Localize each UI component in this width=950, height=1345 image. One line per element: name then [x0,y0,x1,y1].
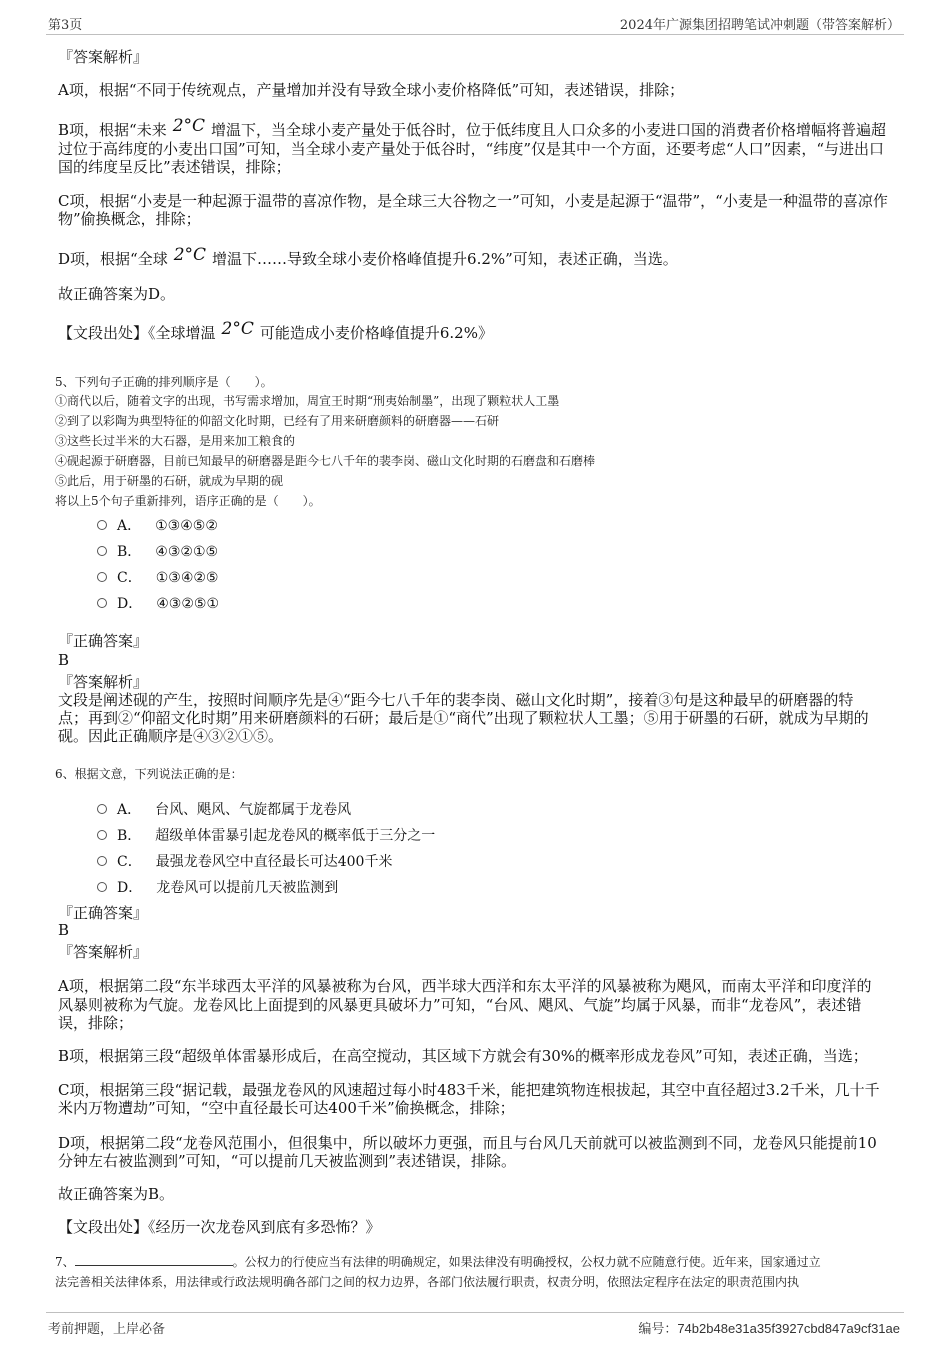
radio-button[interactable] [97,546,107,556]
answer-blank[interactable] [75,1253,233,1266]
question-7-line2: 法完善相关法律体系，用法律或行政法规明确各部门之间的权力边界，各部门依法履行职责，权责分明，依照法定程序在法定的职责范围内执 [55,1275,800,1289]
question-5-prompt: 将以上5个句子重新排列，语序正确的是（ ）。 [55,494,321,508]
correct-answer-heading: 『正确答案』 [58,632,149,650]
sentence-2: ②到了以彩陶为典型特征的仰韶文化时期，已经有了用来研磨颜料的研磨器——石研 [55,414,500,428]
temperature-formula: 2°C [221,319,254,339]
analysis-a-line2: 风暴则被称为气旋。龙卷风比上面提到的风暴更具破坏力”可知，“台风、飓风、气旋”均属于风暴，而非“龙卷风”，表述错 [58,996,862,1014]
conclusion: 故正确答案为B。 [58,1185,175,1203]
option-b[interactable]: B． 超级单体雷暴引起龙卷风的概率低于三分之一 [97,825,435,845]
footer-slogan: 考前押题，上岸必备 [48,1322,166,1337]
option-d[interactable]: D． 龙卷风可以提前几天被监测到 [97,877,338,897]
source-citation: 【文段出处】《经历一次龙卷风到底有多恐怖？》 [58,1218,381,1236]
analysis-a-line1: A项，根据第二段“东半球西太平洋的风暴被称为台风，西半球大西洋和东太平洋的风暴被称为飓风，而南太平洋和印度洋的 [58,977,872,995]
analysis-d: D项，根据“全球 2°C 增温下……导致全球小麦价格峰值提升6.2%”可知，表述正确，当选。 [58,245,678,268]
analysis-b-line2: 过位于高纬度的小麦出口国”可知，当全球小麦产量处于低谷时，“纬度”仅是其中一个方面，还要考虑“人口”因素，“与进出口 [58,140,885,158]
option-b[interactable]: B． ④③②①⑤ [97,541,218,561]
option-c[interactable]: C． 最强龙卷风空中直径最长可达400千米 [97,851,392,871]
radio-button[interactable] [97,882,107,892]
sentence-4: ④砚起源于研磨器，目前已知最早的研磨器是距今七八千年的裴李岗、磁山文化时期的石磨盘和石磨棒 [55,454,596,468]
analysis-heading: 『答案解析』 [58,943,149,961]
sentence-1: ①商代以后，随着文字的出现，书写需求增加，周宣王时期“刑夷始制墨”，出现了颗粒状人工墨 [55,394,560,408]
question-5-stem: 5、下列句子正确的排列顺序是（ ）。 [55,375,273,389]
radio-button[interactable] [97,572,107,582]
option-a[interactable]: A． ①③④⑤② [97,515,218,535]
source-citation: 【文段出处】《全球增温 2°C 可能造成小麦价格峰值提升6.2%》 [58,319,493,342]
document-code: 编号：74b2b48e31a35f3927cbd847a9cf31ae [638,1321,900,1337]
option-d[interactable]: D． ④③②⑤① [97,593,219,613]
radio-button[interactable] [97,830,107,840]
analysis-d-line1: D项，根据第二段“龙卷风范围小，但很集中，所以破坏力更强，而且与台风几天前就可以被监测到不同，龙卷风只能提前10 [58,1134,877,1152]
analysis-b-line1: B项，根据“未来 2°C 增温下，当全球小麦产量处于低谷时，位于低纬度且人口众多的小麦进口国的消费者价格增幅将普遍超 [58,116,887,139]
analysis-a: A项，根据“不同于传统观点，产量增加并没有导致全球小麦价格降低”可知，表述错误，排除； [58,81,685,99]
page-number: 第3页 [48,18,83,33]
correct-answer: B [58,921,70,939]
temperature-formula: 2°C [172,116,206,136]
radio-button[interactable] [97,856,107,866]
analysis-b: B项，根据第三段“超级单体雷暴形成后，在高空搅动，其区域下方就会有30%的概率形成龙卷风”可知，表述正确，当选； [58,1047,868,1065]
sentence-3: ③这些长过半米的大石器，是用来加工粮食的 [55,434,296,448]
radio-button[interactable] [97,520,107,530]
option-c[interactable]: C． ①③④②⑤ [97,567,218,587]
analysis-line: 文段是阐述砚的产生，按照时间顺序先是④“距今七八千年的裴李岗、磁山文化时期”，接着③句是这种最早的研磨器的特 [58,691,854,709]
analysis-d-line2: 分钟左右被监测到”可知，“可以提前几天被监测到”表述错误，排除。 [58,1152,517,1170]
document-title: 2024年广源集团招聘笔试冲刺题（带答案解析） [619,18,900,33]
option-a[interactable]: A． 台风、飓风、气旋都属于龙卷风 [97,799,351,819]
analysis-b-line3: 国的纬度呈反比”表述错误，排除； [58,158,291,176]
question-7-line1: 7、 。公权力的行使应当有法律的明确规定，如果法律没有明确授权，公权力就不应随意行使。近年来，国家通过立 [55,1255,821,1269]
correct-answer-heading: 『正确答案』 [58,904,149,922]
analysis-c-line1: C项，根据第三段“据记载，最强龙卷风的风速超过每小时483千米，能把建筑物连根拔起，其空中直径超过3.2千米，几十千 [58,1081,880,1099]
radio-button[interactable] [97,804,107,814]
question-6-stem: 6、根据文意，下列说法正确的是： [55,767,243,781]
analysis-c-line1: C项，根据“小麦是一种起源于温带的喜凉作物，是全球三大谷物之一”可知，小麦是起源于“温带”，“小麦是一种温带的喜凉作 [58,192,888,210]
analysis-heading: 『答案解析』 [58,48,149,66]
sentence-5: ⑤此后，用于研墨的石研，就成为早期的砚 [55,474,284,488]
analysis-heading: 『答案解析』 [58,673,149,691]
conclusion: 故正确答案为D。 [58,285,176,303]
analysis-c-line2: 米内万物遭劫”可知，“空中直径最长可达400千米”偷换概念，排除； [58,1099,515,1117]
page-footer [46,1312,904,1337]
analysis-a-line3: 误，排除； [58,1014,134,1032]
radio-button[interactable] [97,598,107,608]
analysis-c-line2: 物”偷换概念，排除； [58,210,201,228]
page-header [46,12,904,35]
temperature-formula: 2°C [173,245,207,265]
analysis-line: 点；再到②“仰韶文化时期”用来研磨颜料的石研；最后是①“商代”出现了颗粒状人工墨；⑤用于研墨的石研，就成为早期的 [58,709,869,727]
analysis-line: 砚。因此正确顺序是④③②①⑤。 [58,727,284,745]
correct-answer: B [58,651,70,669]
